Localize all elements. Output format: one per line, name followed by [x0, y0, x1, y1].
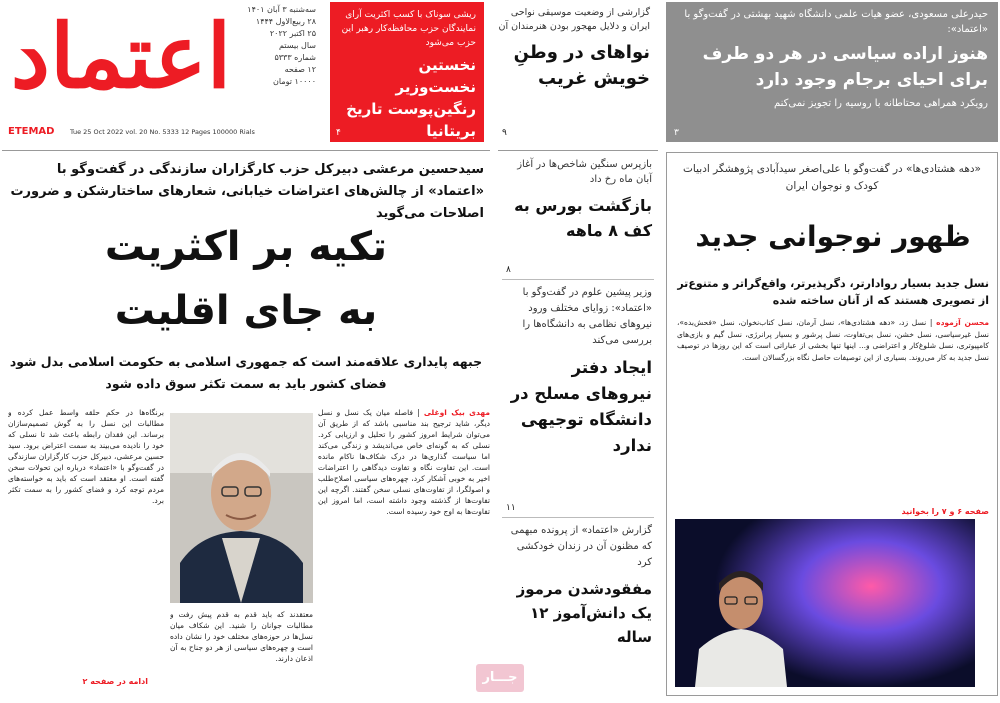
masthead	[2, 2, 320, 142]
main-subhead-1: جبهه پایداری علاقه‌مند است که جمهوری اسلامی به حکومت اسلامی بدل شود	[9, 354, 483, 369]
university-story[interactable]	[498, 283, 658, 515]
masthead-date-hijri: ۲۸ ربیع‌الاول ۱۴۴۴	[255, 17, 316, 26]
main-headline-2[interactable]: به جای اقلیت	[114, 288, 378, 334]
masthead-info	[212, 4, 316, 114]
portrait-illustration	[170, 413, 313, 603]
portrait-illustration	[675, 519, 975, 687]
masthead-date-en: ۲۵ اکتبر ۲۰۲۲	[269, 29, 316, 38]
marashi-photo	[170, 413, 313, 603]
uk-pm-page: ۴	[336, 128, 341, 138]
masthead-logo: اعتماد	[10, 4, 232, 108]
jcpoa-headline: هنوز اراده سیاسی در هر دو طرف برای احیای برجام وجود دارد	[702, 44, 988, 90]
main-body-right	[318, 407, 490, 672]
divider	[502, 517, 654, 518]
partner-logo: جـــار	[476, 664, 524, 692]
bourse-headline: بازگشت بورس به کف ۸ ماهه	[514, 196, 652, 240]
main-story	[2, 150, 490, 701]
masthead-pages: ۱۲ صفحه	[284, 65, 316, 74]
teen-story[interactable]	[666, 152, 998, 696]
teen-byline: محسن آزموده	[936, 318, 989, 327]
divider	[502, 279, 654, 280]
masthead-price: ۱۰۰۰۰ تومان	[273, 77, 316, 86]
bourse-story[interactable]	[498, 155, 658, 277]
university-page: ۱۱	[506, 503, 516, 513]
jcpoa-sub: رویکرد همراهی محتاطانه با روسیه را تجویز نمی‌کنم	[773, 98, 988, 109]
teen-continued[interactable]: صفحه ۶ و ۷ را بخوانید	[901, 507, 989, 516]
bourse-kicker: بازپرس سنگین شاخص‌ها در آغاز آبان ماه رخ داد	[517, 159, 652, 185]
masthead-footer: Tue 25 Oct 2022 vol. 20 No. 5333 12 Pages 100000 Rials	[70, 128, 255, 136]
masthead-year: سال بیستم	[278, 41, 316, 50]
main-body-left: برنگاه‌ها در حکم حلقه واسط عمل کرده و مطالبات این نسل را به گوش تصمیم‌سازان برساند. این فقدان رابطه باعث شد تا نسلی که خود را نادیده می‌بیند به سمت اعتراض برود. سید حسین مرعشی، دبیرکل حزب کارگزاران سازندگی در گفت‌وگو با «اعتماد» درباره این تحولات سخن گفته است. او معتقد است که باید به خواسته‌های مردم توجه کرد و فضای کشور را به سمت تکثر برد.	[8, 408, 164, 505]
jcpoa-kicker: حیدرعلی مسعودی، عضو هیات علمی دانشگاه شهید بهشتی در گفت‌وگو با «اعتماد»:	[684, 9, 988, 35]
missing-headline: مفقودشدن مرموز یک دانش‌آموز ۱۲ ساله	[516, 580, 652, 646]
teen-body-text: | نسل زد، «دهه هشتادی‌ها»، نسل آرمان، نسل کتاب‌نخوان، نسل «فحش‌بده»، نسل غیرسیاسی، نسل خشن، نسل بی‌تفاوت، نسل پرشور و بسیار پرانرژی، نسل گیم و بازی‌های کامپیوتری، نسل شلوغ‌کار و اعتراضی و... اینها تنها بخشی از عباراتی است که این روزها در توصیف نسل جدید به کار می‌روند. بسیاری از این توصیفات حاصل نگاه بزرگسالان است.	[677, 318, 989, 362]
teen-body	[677, 317, 989, 507]
main-kicker: سیدحسین مرعشی دبیرکل حزب کارگزاران سازندگی در گفت‌وگو با «اعتماد» از چالش‌های اعتراضات خیابانی، شعارهای ساختارشکن و ضرورت اصلاحات می‌گوید	[10, 162, 484, 221]
main-body-bottom: معتقدند که باید قدم به قدم پیش رفت و مطالبات جوانان را شنید. این شکاف میان نسل‌ها در حوزه‌های مختلف خود را نشان داده است و چهره‌های سیاسی از هر دو جناح به آن اذعان دارند.	[170, 610, 313, 663]
missing-kicker: گزارش «اعتماد» از پرونده مبهمی که مظنون آن در زندان خودکشی کرد	[510, 525, 652, 568]
university-kicker: وزیر پیشین علوم در گفت‌وگو با «اعتماد»: زوایای مختلف ورود نیروهای نظامی به دانشگاه‌ها را بررسی می‌کند	[522, 287, 652, 346]
jcpoa-page: ۳	[674, 128, 679, 138]
uk-pm-story[interactable]	[330, 2, 484, 142]
uk-pm-headline: نخستین نخست‌وزیر رنگین‌پوست تاریخ بریتانیا	[346, 56, 476, 140]
main-headline-1[interactable]: تکیه بر اکثریت	[104, 224, 388, 270]
main-byline: مهدی بیک اوغلی	[423, 408, 490, 417]
teen-headline: ظهور نوجوانی جدید	[695, 220, 971, 253]
music-story[interactable]	[490, 2, 658, 142]
music-page: ۹	[502, 128, 507, 138]
teen-subhead: نسل جدید بسیار روادارتر، دگرپذیرتر، واقع‌گراتر و متنوع‌تر از تصویری هستند که از آنان ساخته شده	[677, 277, 989, 307]
uk-pm-kicker: ریشی سوناک با کسب اکثریت آرای نمایندگان حزب محافظه‌کار رهبر این حزب می‌شود	[341, 10, 476, 48]
middle-column	[498, 150, 658, 701]
main-body-right-text: | فاصله میان یک نسل و نسل دیگر، شاید ترجیح بند مناسبی باشد که از طریق آن می‌توان شرایط امروز کشور را تحلیل و ارزیابی کرد. نسلی که به گونه‌ای خاص می‌اندیشد و زندگی می‌کند اما سیاست گذاری‌ها در درک شکاف‌ها ناکام مانده است. این تفاوت نگاه و تفاوت دیدگاهی را اعتراضات اخیر به خوبی آشکار کرد، چهره‌های سیاسی اصلاح‌طلب و اصولگرا، از تفاوت‌های نسلی سخن گفتند. اگرچه این تفاوت‌ها از گذشته وجود داشته است، اما امروز این تفاوت‌ها به اوج خود رسیده است.	[318, 408, 490, 516]
masthead-logo-latin: ETEMAD	[8, 126, 55, 137]
main-subhead-2: فضای کشور باید به سمت تکثر سوق داده شود	[105, 376, 387, 391]
music-headline: نواهای در وطنِ خویش غریب	[513, 42, 650, 89]
bourse-page: ۸	[506, 265, 511, 275]
music-kicker: گزارشی از وضعیت موسیقی نواحی ایران و دلایل مهجور بودن هنرمندان آن	[498, 7, 650, 32]
main-continued[interactable]: ادامه در صفحه ۲	[82, 677, 148, 686]
seyedabadi-photo	[675, 519, 975, 687]
teen-kicker: «دهه هشتادی‌ها» در گفت‌وگو با علی‌اصغر سیدآبادی پژوهشگر ادبیات کودک و نوجوان ایران	[683, 163, 981, 192]
jcpoa-story[interactable]	[666, 2, 998, 142]
masthead-issue: شماره ۵۳۳۳	[274, 53, 316, 62]
university-headline: ایجاد دفتر نیروهای مسلح در دانشگاه توجیهی ندارد	[510, 358, 652, 455]
masthead-date-fa: سه‌شنبه ۳ آبان ۱۴۰۱	[247, 5, 316, 14]
